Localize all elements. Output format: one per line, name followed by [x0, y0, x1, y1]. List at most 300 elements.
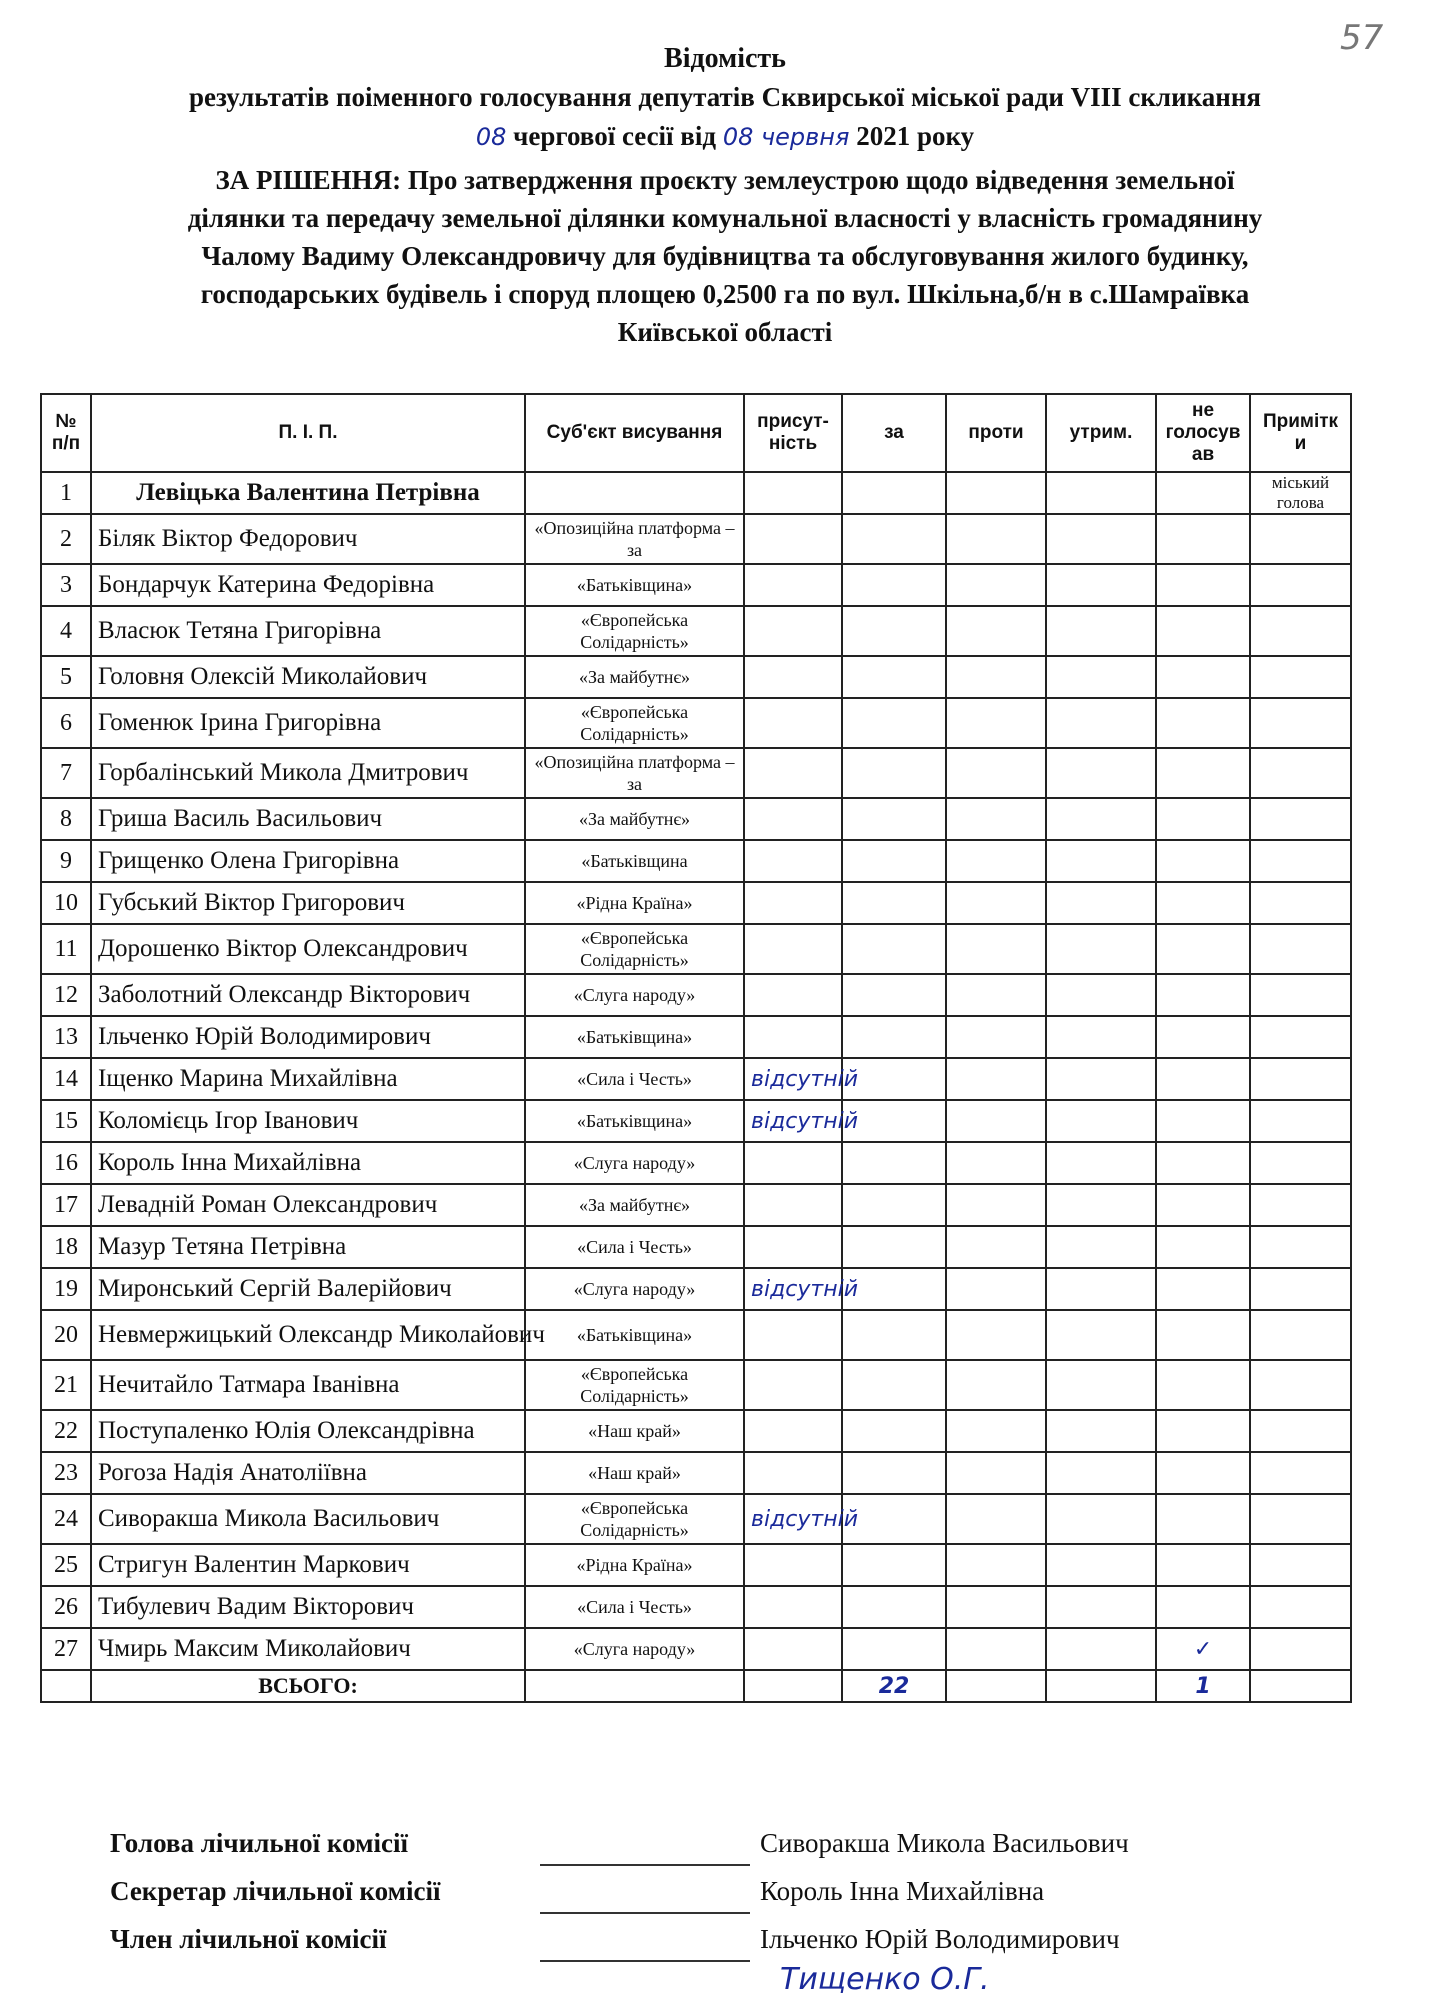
- row-abstain: [1046, 974, 1156, 1016]
- table-row: [41, 472, 1351, 514]
- row-not-voted: [1156, 1142, 1250, 1184]
- row-note: [1250, 698, 1351, 748]
- row-for: [842, 1310, 946, 1360]
- table-row: [41, 840, 1351, 882]
- row-abstain: [1046, 924, 1156, 974]
- row-not-voted: [1156, 656, 1250, 698]
- row-note: [1250, 1628, 1351, 1670]
- row-note: [1250, 748, 1351, 798]
- document-header: [40, 40, 1410, 351]
- row-note: [1250, 1410, 1351, 1452]
- row-not-voted: [1156, 1544, 1250, 1586]
- row-party: «Наш край»: [525, 1410, 744, 1452]
- row-against: [946, 1268, 1046, 1310]
- row-present: [744, 1142, 842, 1184]
- row-present: [744, 1410, 842, 1452]
- row-present: [744, 974, 842, 1016]
- row-num: 4: [41, 606, 91, 656]
- row-for: [842, 656, 946, 698]
- row-present: [744, 1544, 842, 1586]
- signature-row-member: [110, 1924, 1310, 1972]
- decision-line-3: Чалому Вадиму Олександровичу для будівництва та обслуговування жилого будинку,: [201, 241, 1249, 271]
- total-for: 22: [842, 1670, 946, 1702]
- row-num: 21: [41, 1360, 91, 1410]
- row-note: [1250, 1058, 1351, 1100]
- row-num: 10: [41, 882, 91, 924]
- header-name: П. І. П.: [91, 394, 525, 472]
- row-note: [1250, 656, 1351, 698]
- row-present: [744, 1586, 842, 1628]
- decision-line-2: ділянки та передачу земельної ділянки комунальної власності у власність громадянину: [187, 203, 1263, 233]
- signature-line: [540, 1960, 750, 1962]
- row-against: [946, 1494, 1046, 1544]
- row-name: Король Інна Михайлівна: [91, 1142, 525, 1184]
- row-num: 9: [41, 840, 91, 882]
- row-against: [946, 472, 1046, 514]
- row-present: [744, 1268, 859, 1310]
- row-name: Коломієць Ігор Іванович: [91, 1100, 525, 1142]
- table-row: [41, 748, 1351, 798]
- row-not-voted: [1156, 1184, 1250, 1226]
- row-against: [946, 1628, 1046, 1670]
- row-abstain: [1046, 1100, 1156, 1142]
- row-num: 22: [41, 1410, 91, 1452]
- row-note: [1250, 1100, 1351, 1142]
- page-number: 57: [1340, 18, 1384, 58]
- row-not-voted: [1156, 606, 1250, 656]
- row-present: [744, 1016, 842, 1058]
- row-not-voted: [1156, 840, 1250, 882]
- row-note: [1250, 1184, 1351, 1226]
- header-party: Суб'єкт висування: [525, 394, 744, 472]
- row-for: [842, 748, 946, 798]
- row-num: 18: [41, 1226, 91, 1268]
- row-present: [744, 840, 842, 882]
- row-against: [946, 1100, 1046, 1142]
- row-against: [946, 840, 1046, 882]
- row-name: Нечитайло Татмара Іванівна: [91, 1360, 525, 1410]
- row-against: [946, 698, 1046, 748]
- row-num: 7: [41, 748, 91, 798]
- session-year: 2021 року: [856, 121, 975, 151]
- row-present: [744, 1184, 842, 1226]
- total-num-cell: [41, 1670, 91, 1702]
- header-present: присут-ність: [744, 394, 842, 472]
- table-row: [41, 698, 1351, 748]
- row-for: [842, 798, 946, 840]
- row-name: Левадній Роман Олександрович: [91, 1184, 525, 1226]
- row-note: [1250, 1586, 1351, 1628]
- row-note: [1250, 606, 1351, 656]
- row-note: [1250, 974, 1351, 1016]
- row-name: Гриша Василь Васильович: [91, 798, 525, 840]
- signature-row-chair: [110, 1828, 1310, 1876]
- row-present: [744, 514, 842, 564]
- name-member: Ільченко Юрій Володимирович: [760, 1924, 1120, 1954]
- header-num: № п/п: [41, 394, 91, 472]
- decision-line-1: Про затвердження проєкту землеустрою щодо відведення земельної: [407, 165, 1235, 195]
- row-party: [525, 472, 744, 514]
- session-line: [40, 116, 1410, 157]
- row-for: [842, 564, 946, 606]
- table-row: [41, 1586, 1351, 1628]
- row-not-voted: [1156, 1058, 1250, 1100]
- row-present: [744, 1058, 859, 1100]
- row-for: [842, 924, 946, 974]
- row-party: «За майбутнє»: [525, 656, 744, 698]
- row-not-voted: [1156, 1360, 1250, 1410]
- row-abstain: [1046, 882, 1156, 924]
- row-party: «Сила і Честь»: [525, 1586, 744, 1628]
- row-num: 16: [41, 1142, 91, 1184]
- table-row: [41, 564, 1351, 606]
- row-not-voted: [1156, 472, 1250, 514]
- row-num: 3: [41, 564, 91, 606]
- header-not-voted: не голосув ав: [1156, 394, 1250, 472]
- table-row: [41, 1360, 1351, 1410]
- row-for: [842, 882, 946, 924]
- row-party: «Слуга народу»: [525, 1142, 744, 1184]
- row-party: «Сила і Честь»: [525, 1058, 744, 1100]
- row-present: [744, 564, 842, 606]
- signature-line: [540, 1864, 750, 1866]
- row-abstain: [1046, 564, 1156, 606]
- table-row: [41, 1494, 1351, 1544]
- decision-line-4: господарських будівель і споруд площею 0,2500 га по вул. Шкільна,б/н в с.Шамраївка: [200, 279, 1250, 309]
- row-against: [946, 1226, 1046, 1268]
- row-name: Левіцька Валентина Петрівна: [91, 472, 525, 514]
- row-for: [842, 1544, 946, 1586]
- row-against: [946, 798, 1046, 840]
- row-num: 11: [41, 924, 91, 974]
- row-against: [946, 1360, 1046, 1410]
- row-for: [842, 698, 946, 748]
- row-name: Миронський Сергій Валерійович: [91, 1268, 525, 1310]
- row-num: 26: [41, 1586, 91, 1628]
- row-note: [1250, 1544, 1351, 1586]
- row-against: [946, 564, 1046, 606]
- absent-mark: відсутній: [751, 1066, 859, 1092]
- row-not-voted: [1156, 798, 1250, 840]
- row-present: [744, 606, 842, 656]
- row-abstain: [1046, 472, 1156, 514]
- row-not-voted: [1156, 1226, 1250, 1268]
- row-not-voted: [1156, 564, 1250, 606]
- table-row: [41, 1184, 1351, 1226]
- row-note: [1250, 1142, 1351, 1184]
- row-num: 19: [41, 1268, 91, 1310]
- row-present: [744, 1310, 842, 1360]
- row-name: Грищенко Олена Григорівна: [91, 840, 525, 882]
- row-name: Рогоза Надія Анатоліївна: [91, 1452, 525, 1494]
- row-note: [1250, 564, 1351, 606]
- row-not-voted: [1156, 1016, 1250, 1058]
- row-num: 27: [41, 1628, 91, 1670]
- row-for: [842, 1016, 946, 1058]
- row-abstain: [1046, 1494, 1156, 1544]
- row-present: [744, 748, 842, 798]
- header-against: проти: [946, 394, 1046, 472]
- row-for: [842, 840, 946, 882]
- row-num: 12: [41, 974, 91, 1016]
- row-abstain: [1046, 1058, 1156, 1100]
- row-against: [946, 924, 1046, 974]
- row-present: [744, 924, 842, 974]
- row-against: [946, 1058, 1046, 1100]
- row-name: Ільченко Юрій Володимирович: [91, 1016, 525, 1058]
- row-against: [946, 514, 1046, 564]
- row-against: [946, 748, 1046, 798]
- row-not-voted: [1156, 1494, 1250, 1544]
- row-party: «Європейська Солідарність»: [525, 1494, 744, 1544]
- table-row: [41, 514, 1351, 564]
- table-row: [41, 974, 1351, 1016]
- row-not-voted: [1156, 1268, 1250, 1310]
- row-not-voted: [1156, 974, 1250, 1016]
- row-abstain: [1046, 656, 1156, 698]
- row-not-voted: [1156, 1100, 1250, 1142]
- row-num: 13: [41, 1016, 91, 1058]
- row-present: [744, 1628, 842, 1670]
- total-note-cell: [1250, 1670, 1351, 1702]
- name-secretary: Король Інна Михайлівна: [760, 1876, 1045, 1906]
- row-num: 8: [41, 798, 91, 840]
- table-row: [41, 1016, 1351, 1058]
- row-abstain: [1046, 1142, 1156, 1184]
- row-not-voted: [1156, 514, 1250, 564]
- row-note: [1250, 1310, 1351, 1360]
- row-party: «Слуга народу»: [525, 1628, 744, 1670]
- row-party: «Слуга народу»: [525, 974, 744, 1016]
- session-date: 08 червня: [722, 123, 850, 151]
- row-name: Горбалінський Микола Дмитрович: [91, 748, 525, 798]
- row-against: [946, 1544, 1046, 1586]
- row-num: 2: [41, 514, 91, 564]
- row-party: «Рідна Країна»: [525, 882, 744, 924]
- row-abstain: [1046, 840, 1156, 882]
- row-not-voted: [1156, 882, 1250, 924]
- row-not-voted: [1156, 1628, 1250, 1670]
- row-against: [946, 656, 1046, 698]
- row-note: [1250, 1016, 1351, 1058]
- row-against: [946, 606, 1046, 656]
- row-against: [946, 1410, 1046, 1452]
- row-name: Чмирь Максим Миколайович: [91, 1628, 525, 1670]
- row-for: [842, 1360, 946, 1410]
- row-abstain: [1046, 1544, 1156, 1586]
- signature-line: [540, 1912, 750, 1914]
- row-not-voted: [1156, 924, 1250, 974]
- row-num: 24: [41, 1494, 91, 1544]
- table-row: [41, 1142, 1351, 1184]
- row-num: 15: [41, 1100, 91, 1142]
- signature-row-secretary: [110, 1876, 1310, 1924]
- role-chair: Голова лічильної комісії: [110, 1828, 408, 1858]
- total-not-voted: 1: [1156, 1670, 1250, 1702]
- row-name: Біляк Віктор Федорович: [91, 514, 525, 564]
- row-for: [842, 472, 946, 514]
- row-num: 25: [41, 1544, 91, 1586]
- row-not-voted: [1156, 1310, 1250, 1360]
- table-row: [41, 1452, 1351, 1494]
- row-present: [744, 1226, 842, 1268]
- decision-label: ЗА РІШЕННЯ:: [215, 165, 402, 195]
- table-header-row: [41, 394, 1351, 472]
- total-row: [41, 1670, 1351, 1702]
- header-abstain: утрим.: [1046, 394, 1156, 472]
- header-for: за: [842, 394, 946, 472]
- document-title: Відомість: [664, 43, 786, 74]
- decision-line-5: Київської області: [617, 317, 833, 347]
- total-present-cell: [744, 1670, 842, 1702]
- row-name: Гоменюк Ірина Григорівна: [91, 698, 525, 748]
- row-party: «Європейська Солідарність»: [525, 606, 744, 656]
- row-abstain: [1046, 748, 1156, 798]
- name-chair: Сиворакша Микола Васильович: [760, 1828, 1129, 1858]
- row-note: [1250, 840, 1351, 882]
- table-row: [41, 1628, 1351, 1670]
- commission-signatures: [110, 1828, 1310, 1972]
- table-row: [41, 656, 1351, 698]
- session-number: 08: [475, 123, 507, 151]
- row-note: [1250, 1268, 1351, 1310]
- row-note: [1250, 1226, 1351, 1268]
- row-against: [946, 974, 1046, 1016]
- row-party: «Опозиційна платформа – за: [525, 748, 744, 798]
- table-row: [41, 1058, 1351, 1100]
- table-row: [41, 1268, 1351, 1310]
- table-row: [41, 1226, 1351, 1268]
- row-party: «За майбутнє»: [525, 1184, 744, 1226]
- row-against: [946, 1142, 1046, 1184]
- row-for: [842, 974, 946, 1016]
- total-party-cell: [525, 1670, 744, 1702]
- row-abstain: [1046, 798, 1156, 840]
- row-name: Заболотний Олександр Вікторович: [91, 974, 525, 1016]
- row-party: «За майбутнє»: [525, 798, 744, 840]
- table-row: [41, 606, 1351, 656]
- table-row: [41, 1544, 1351, 1586]
- row-party: «Європейська Солідарність»: [525, 1360, 744, 1410]
- row-num: 14: [41, 1058, 91, 1100]
- row-num: 5: [41, 656, 91, 698]
- row-for: [842, 1628, 946, 1670]
- absent-mark: відсутній: [751, 1108, 859, 1134]
- table-row: [41, 1410, 1351, 1452]
- row-present: [744, 1360, 842, 1410]
- row-party: «Слуга народу»: [525, 1268, 744, 1310]
- row-for: [842, 514, 946, 564]
- row-name: Іщенко Марина Михайлівна: [91, 1058, 525, 1100]
- table-row: [41, 1310, 1351, 1360]
- row-num: 1: [41, 472, 91, 514]
- row-abstain: [1046, 1360, 1156, 1410]
- row-name: Дорошенко Віктор Олександрович: [91, 924, 525, 974]
- row-not-voted: [1156, 748, 1250, 798]
- row-name: Сиворакша Микола Васильович: [91, 1494, 525, 1544]
- row-abstain: [1046, 1184, 1156, 1226]
- row-name: Власюк Тетяна Григорівна: [91, 606, 525, 656]
- row-note: [1250, 514, 1351, 564]
- row-abstain: [1046, 1628, 1156, 1670]
- row-party: «Європейська Солідарність»: [525, 698, 744, 748]
- row-name: Невмержицький Олександр Миколайович: [91, 1310, 525, 1360]
- table-row: [41, 1100, 1351, 1142]
- row-present: [744, 1100, 859, 1142]
- row-party: «Європейська Солідарність»: [525, 924, 744, 974]
- row-name: Мазур Тетяна Петрівна: [91, 1226, 525, 1268]
- row-present: [744, 1452, 842, 1494]
- row-party: «Батьківщина»: [525, 1310, 744, 1360]
- row-for: [842, 1142, 946, 1184]
- row-present: [744, 882, 842, 924]
- row-party: «Батьківщина»: [525, 1100, 744, 1142]
- row-note: [1250, 798, 1351, 840]
- not-voted-mark: ✓: [1193, 1636, 1213, 1662]
- row-party: «Рідна Країна»: [525, 1544, 744, 1586]
- row-for: [842, 1226, 946, 1268]
- row-against: [946, 1452, 1046, 1494]
- row-not-voted: [1156, 1586, 1250, 1628]
- row-abstain: [1046, 1310, 1156, 1360]
- row-against: [946, 1184, 1046, 1226]
- row-not-voted: [1156, 1452, 1250, 1494]
- row-not-voted: [1156, 1410, 1250, 1452]
- row-present: [744, 1494, 859, 1544]
- row-party: «Батьківщина»: [525, 1016, 744, 1058]
- document-subtitle: результатів поіменного голосування депутатів Сквирської міської ради VIII скликання: [188, 82, 1262, 112]
- row-num: 17: [41, 1184, 91, 1226]
- row-for: [842, 1452, 946, 1494]
- row-abstain: [1046, 698, 1156, 748]
- row-for: [842, 1410, 946, 1452]
- vote-table: [40, 393, 1352, 1703]
- row-name: Поступаленко Юлія Олександрівна: [91, 1410, 525, 1452]
- extra-signature: Тищенко О.Г.: [780, 1962, 990, 1997]
- row-abstain: [1046, 1268, 1156, 1310]
- row-num: 6: [41, 698, 91, 748]
- row-against: [946, 1310, 1046, 1360]
- row-party: «Наш край»: [525, 1452, 744, 1494]
- row-party: «Опозиційна платформа – за: [525, 514, 744, 564]
- row-num: 23: [41, 1452, 91, 1494]
- row-num: 20: [41, 1310, 91, 1360]
- header-note: Примітк и: [1250, 394, 1351, 472]
- row-name: Губський Віктор Григорович: [91, 882, 525, 924]
- row-against: [946, 882, 1046, 924]
- row-present: [744, 698, 842, 748]
- absent-mark: відсутній: [751, 1276, 859, 1302]
- row-present: [744, 798, 842, 840]
- absent-mark: відсутній: [751, 1506, 859, 1532]
- session-text: чергової сесії від: [513, 121, 717, 151]
- row-name: Тибулевич Вадим Вікторович: [91, 1586, 525, 1628]
- row-note: [1250, 924, 1351, 974]
- row-note: [1250, 882, 1351, 924]
- row-for: [842, 606, 946, 656]
- table-row: [41, 924, 1351, 974]
- row-name: Стригун Валентин Маркович: [91, 1544, 525, 1586]
- row-abstain: [1046, 1410, 1156, 1452]
- row-abstain: [1046, 1226, 1156, 1268]
- row-abstain: [1046, 1016, 1156, 1058]
- row-present: [744, 472, 842, 514]
- row-for: [842, 1184, 946, 1226]
- row-against: [946, 1016, 1046, 1058]
- row-note: [1250, 1452, 1351, 1494]
- role-secretary: Секретар лічильної комісії: [110, 1876, 441, 1906]
- row-note: міський голова: [1250, 472, 1351, 514]
